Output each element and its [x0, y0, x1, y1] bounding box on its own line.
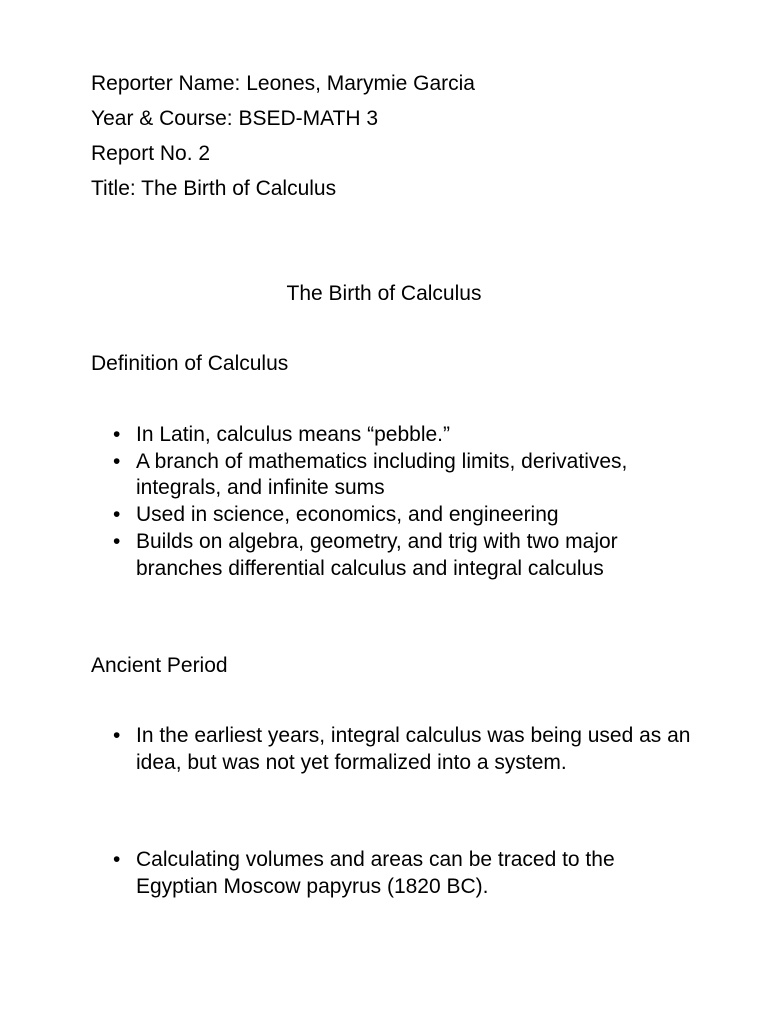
- list-item: • A branch of mathematics including limits, derivatives, integrals, and infinite sums: [91, 449, 691, 502]
- document-title: The Birth of Calculus: [286, 282, 482, 305]
- ancient-list-2: [91, 847, 691, 900]
- list-item: • In Latin, calculus means “pebble.”: [91, 422, 691, 449]
- reporter-name: Reporter Name: Leones, Marymie Garcia: [91, 72, 475, 95]
- year-course: Year & Course: BSED-MATH 3: [91, 107, 379, 130]
- ancient-list-1: [91, 723, 691, 776]
- section-heading-ancient: Ancient Period: [91, 654, 228, 677]
- list-item: • Calculating volumes and areas can be traced to the Egyptian Moscow papyrus (1820 BC).: [91, 847, 691, 900]
- report-number: Report No. 2: [91, 142, 211, 165]
- list-item: • Builds on algebra, geometry, and trig with two major branches differential calculus and integral calculus: [91, 529, 691, 582]
- section-heading-definition: Definition of Calculus: [91, 352, 289, 375]
- list-item: • In the earliest years, integral calculus was being used as an idea, but was not yet formalized into a system.: [91, 723, 691, 776]
- report-title-line: Title: The Birth of Calculus: [91, 177, 337, 200]
- definition-list: [91, 422, 691, 582]
- list-item: • Used in science, economics, and engineering: [91, 502, 691, 529]
